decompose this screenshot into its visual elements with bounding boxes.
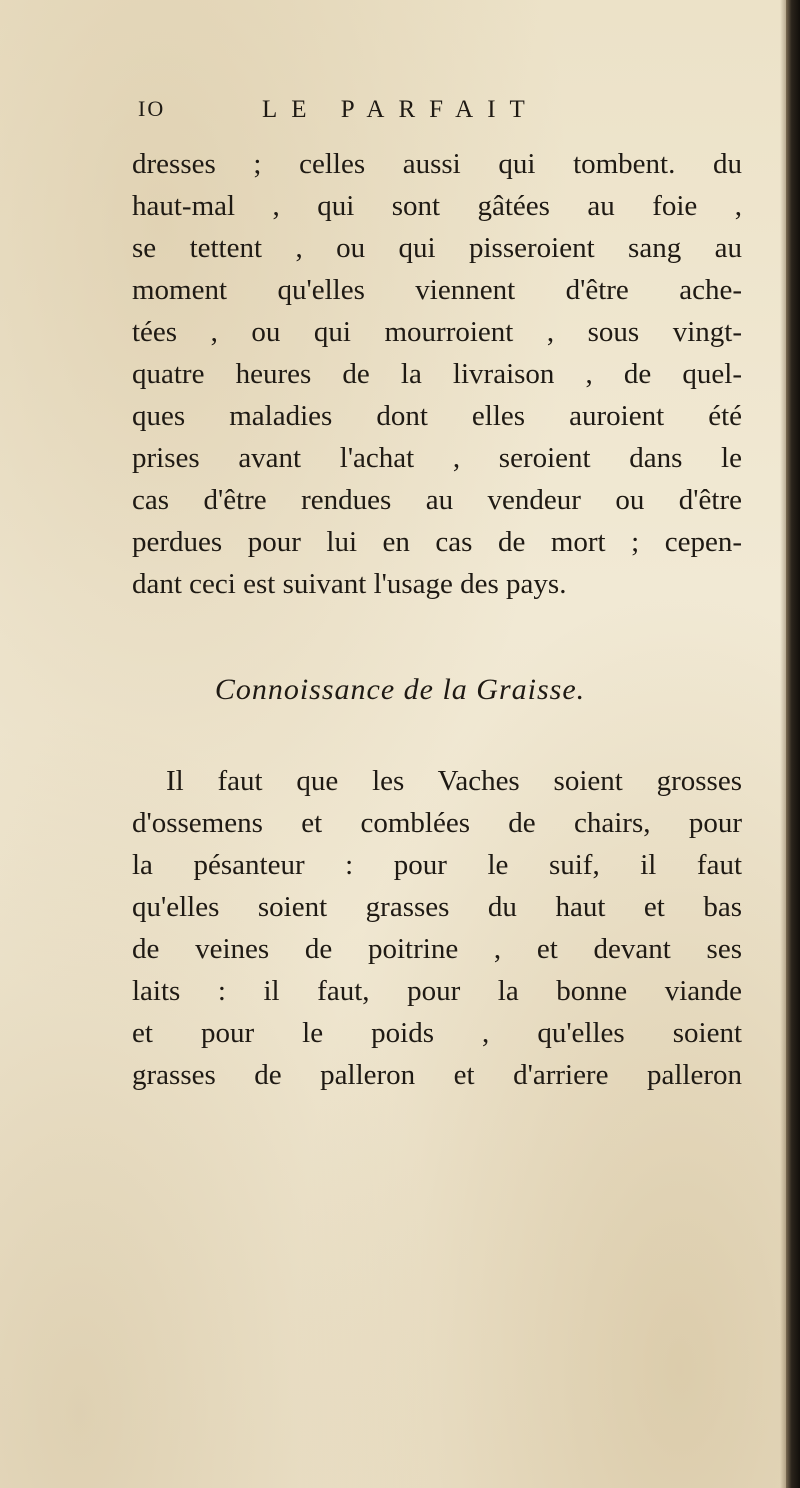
text-line: ques maladies dont elles auroient été (132, 400, 742, 432)
page-header (132, 96, 652, 136)
paragraph-1 (132, 143, 742, 605)
text-line: laits : il faut, pour la bonne viande (132, 975, 742, 1007)
text-line: moment qu'elles viennent d'être ache- (132, 274, 742, 306)
text-line: la pésanteur : pour le suif, il faut (132, 849, 742, 881)
text-line: prises avant l'achat , seroient dans le (132, 442, 742, 474)
book-gutter (786, 0, 800, 1488)
paragraph-2 (132, 760, 742, 1096)
section-heading: Connoissance de la Graisse. (214, 673, 586, 706)
text-line: haut-mal , qui sont gâtées au foie , (132, 190, 742, 222)
running-title: LE PARFAIT (262, 96, 539, 123)
text-line: dresses ; celles aussi qui tombent. du (132, 148, 742, 180)
text-line: se tettent , ou qui pisseroient sang au (132, 232, 742, 264)
text-line: perdues pour lui en cas de mort ; cepen- (132, 526, 742, 558)
text-line: d'ossemens et comblées de chairs, pour (132, 807, 742, 839)
page-number: IO (138, 96, 166, 121)
text-line: Il faut que les Vaches soient grosses (166, 765, 742, 797)
text-line: tées , ou qui mourroient , sous vingt- (132, 316, 742, 348)
text-line: de veines de poitrine , et devant ses (132, 933, 742, 965)
text-line: dant ceci est suivant l'usage des pays. (132, 568, 567, 600)
text-line: cas d'être rendues au vendeur ou d'être (132, 484, 742, 516)
text-line: quatre heures de la livraison , de quel- (132, 358, 742, 390)
text-line: grasses de palleron et d'arriere palleron (132, 1059, 742, 1091)
text-line: et pour le poids , qu'elles soient (132, 1017, 742, 1049)
text-line: qu'elles soient grasses du haut et bas (132, 891, 742, 923)
